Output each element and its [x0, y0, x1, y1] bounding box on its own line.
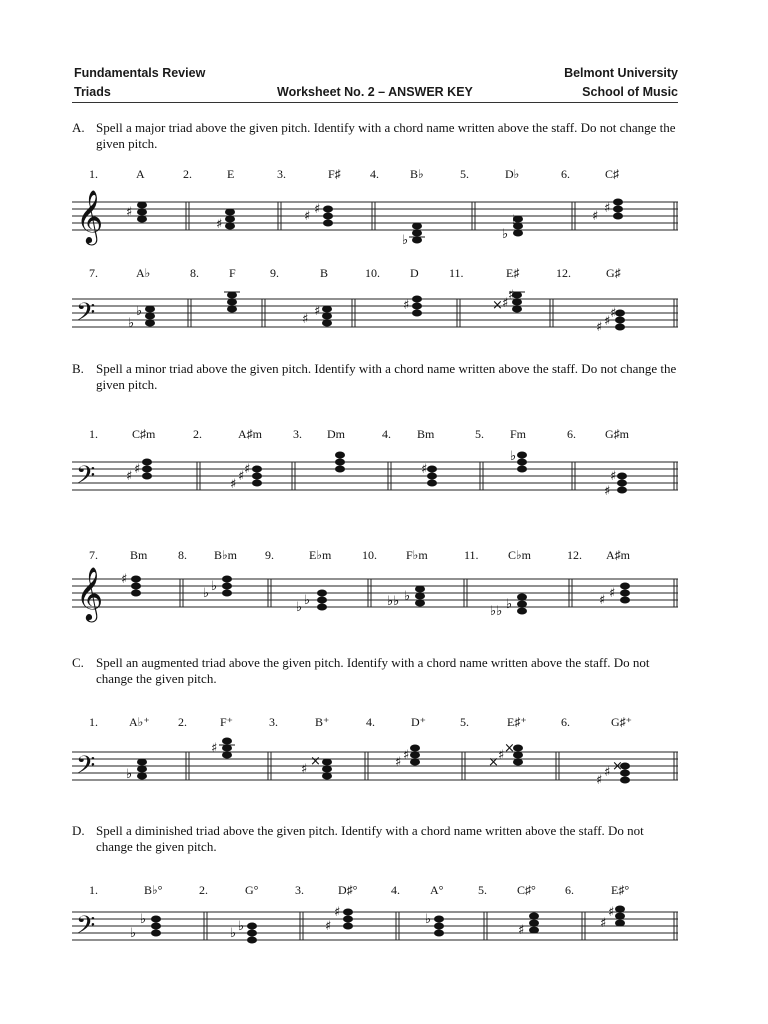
chord-name-label: F	[229, 266, 236, 280]
chord-name-label: E♭m	[309, 548, 332, 562]
exercise-number: 11.	[449, 266, 464, 280]
worksheet-title: Worksheet No. 2 – ANSWER KEY	[277, 85, 473, 99]
exercise-number: 6.	[565, 883, 574, 897]
exercise-number: 5.	[478, 883, 487, 897]
svg-text:♯: ♯	[126, 205, 133, 220]
svg-text:♭: ♭	[126, 767, 133, 782]
svg-text:×: ×	[504, 741, 515, 756]
chord-name-label: Bm	[130, 548, 148, 562]
chord-name-label: B♭°	[144, 883, 163, 897]
svg-text:♯: ♯	[596, 773, 603, 788]
chord-name-label: C♯°	[517, 883, 536, 897]
bass-clef-icon: 𝄢	[76, 298, 96, 333]
section-b-text: Spell a minor triad above the given pitch. Identify with a chord name written above the staff. Do not change the given pitch.	[96, 361, 677, 392]
svg-text:♯: ♯	[610, 469, 617, 484]
chord-name-label: F⁺	[220, 715, 234, 729]
section-b-instruction	[72, 361, 678, 393]
svg-text:♯: ♯	[609, 586, 616, 601]
svg-text:♭: ♭	[404, 589, 411, 604]
exercise-number: 6.	[561, 715, 570, 729]
chord-name-label: A	[136, 167, 145, 181]
chord-name-label: E♯	[506, 266, 520, 280]
bass-staff	[72, 732, 678, 794]
exercise-number: 12.	[556, 266, 571, 280]
exercise-number: 9.	[270, 266, 279, 280]
chord-name-label: G♯m	[605, 427, 629, 441]
svg-text:♭: ♭	[506, 597, 513, 612]
exercise-number: 5.	[460, 715, 469, 729]
svg-text:♯: ♯	[134, 462, 141, 477]
svg-text:♭: ♭	[304, 593, 311, 608]
topic-title: Triads	[74, 85, 111, 99]
svg-text:♭: ♭	[502, 227, 509, 242]
svg-text:♯: ♯	[604, 484, 611, 499]
svg-text:×: ×	[492, 298, 503, 313]
section-c-instruction	[72, 655, 678, 687]
chord-name-label: Bm	[417, 427, 435, 441]
chord-name-label: D♯°	[338, 883, 358, 897]
chord-name-label: F♭m	[406, 548, 428, 562]
exercise-number: 9.	[265, 548, 274, 562]
svg-text:♯: ♯	[600, 916, 607, 931]
section-d-letter: D.	[72, 823, 85, 838]
exercise-number: 5.	[460, 167, 469, 181]
svg-text:♭: ♭	[211, 579, 218, 594]
svg-text:♯: ♯	[604, 765, 611, 780]
svg-text:♯: ♯	[604, 314, 611, 329]
svg-text:♯: ♯	[518, 923, 525, 938]
svg-text:♯: ♯	[596, 320, 603, 335]
exercise-number: 1.	[89, 883, 98, 897]
section-d-text: Spell a diminished triad above the given pitch. Identify with a chord name written above the staff. Do not change the given pitch.	[96, 823, 644, 854]
svg-text:♯: ♯	[502, 296, 509, 311]
svg-text:♭: ♭	[510, 449, 517, 464]
chord-name-label: E♯⁺	[507, 715, 527, 729]
chord-name-label: A°	[430, 883, 444, 897]
svg-text:♭: ♭	[296, 600, 303, 615]
svg-text:♯: ♯	[325, 919, 332, 934]
exercise-number: 3.	[293, 427, 302, 441]
exercise-number: 12.	[567, 548, 582, 562]
svg-text:♭: ♭	[130, 926, 137, 941]
course-title: Fundamentals Review	[74, 66, 206, 80]
chord-name-label: D♭	[505, 167, 520, 181]
svg-text:♭: ♭	[402, 233, 409, 248]
svg-text:♯: ♯	[608, 905, 615, 920]
chord-name-label: A♯m	[238, 427, 262, 441]
chord-name-label: G°	[245, 883, 259, 897]
chord-name-label: Fm	[510, 427, 527, 441]
chord-name-label: A♯m	[606, 548, 630, 562]
section-b-letter: B.	[72, 361, 84, 376]
header-divider	[72, 102, 678, 103]
treble-clef-icon: 𝄞	[76, 189, 104, 243]
svg-text:♯: ♯	[238, 469, 245, 484]
exercise-number: 2.	[178, 715, 187, 729]
exercise-number: 1.	[89, 167, 98, 181]
exercise-number: 10.	[365, 266, 380, 280]
svg-text:♯: ♯	[126, 469, 133, 484]
chord-name-label: G♯⁺	[611, 715, 632, 729]
svg-text:♯: ♯	[610, 306, 617, 321]
section-c-letter: C.	[72, 655, 84, 670]
exercise-number: 8.	[178, 548, 187, 562]
chord-name-label: G♯	[606, 266, 621, 280]
svg-text:♯: ♯	[592, 209, 599, 224]
svg-text:♯: ♯	[301, 762, 308, 777]
svg-text:♭: ♭	[238, 919, 245, 934]
exercise-number: 7.	[89, 548, 98, 562]
svg-text:♯: ♯	[230, 477, 237, 492]
chord-name-label: C♯m	[132, 427, 156, 441]
svg-text:♯: ♯	[403, 298, 410, 313]
chord-name-label: D⁺	[411, 715, 426, 729]
exercise-number: 4.	[366, 715, 375, 729]
bass-clef-icon: 𝄢	[76, 911, 96, 946]
exercise-number: 5.	[475, 427, 484, 441]
svg-text:♭♭: ♭♭	[387, 594, 400, 609]
exercise-number: 3.	[277, 167, 286, 181]
svg-text:♯: ♯	[211, 741, 218, 756]
chord-name-label: Dm	[327, 427, 345, 441]
university-name: Belmont University	[564, 66, 678, 80]
exercise-number: 1.	[89, 427, 98, 441]
chord-name-label: A♭	[136, 266, 151, 280]
svg-text:♯: ♯	[604, 201, 611, 216]
svg-text:♯: ♯	[508, 288, 515, 303]
svg-text:♭: ♭	[203, 586, 210, 601]
exercise-number: 3.	[269, 715, 278, 729]
chord-name-label: B♭m	[214, 548, 237, 562]
exercise-number: 11.	[464, 548, 479, 562]
exercise-number: 4.	[370, 167, 379, 181]
chord-name-label: B♭	[410, 167, 424, 181]
chord-name-label: E	[227, 167, 235, 181]
bass-clef-icon: 𝄢	[76, 461, 96, 496]
svg-text:♯: ♯	[216, 217, 223, 232]
treble-clef-icon: 𝄞	[76, 566, 104, 620]
svg-text:♭♭: ♭♭	[490, 604, 503, 619]
bass-staff	[72, 285, 678, 347]
chord-name-label: F♯	[328, 167, 341, 181]
exercise-number: 3.	[295, 883, 304, 897]
exercise-number: 8.	[190, 266, 199, 280]
svg-text:♯: ♯	[395, 755, 402, 770]
svg-text:♯: ♯	[304, 209, 311, 224]
bass-staff	[72, 444, 678, 502]
exercise-number: 7.	[89, 266, 98, 280]
svg-text:♯: ♯	[421, 462, 428, 477]
treble-staff	[72, 565, 678, 627]
svg-text:♭: ♭	[230, 926, 237, 941]
exercise-number: 4.	[382, 427, 391, 441]
section-a-instruction	[72, 120, 678, 152]
svg-text:♯: ♯	[403, 748, 410, 763]
svg-text:♯: ♯	[314, 304, 321, 319]
svg-text:♭: ♭	[128, 316, 135, 331]
svg-text:♯: ♯	[302, 312, 309, 327]
svg-text:♭: ♭	[512, 213, 519, 228]
svg-text:♭: ♭	[136, 304, 143, 319]
chord-name-label: B⁺	[315, 715, 330, 729]
svg-text:♯: ♯	[121, 572, 128, 587]
chord-name-label: D	[410, 266, 419, 280]
exercise-number: 6.	[567, 427, 576, 441]
svg-text:♯: ♯	[599, 593, 606, 608]
section-c-text: Spell an augmented triad above the given pitch. Identify with a chord name written above the staff. Do not change the given pitch.	[96, 655, 650, 686]
exercise-number: 2.	[199, 883, 208, 897]
svg-text:×: ×	[310, 754, 321, 769]
chord-name-label: C♯	[605, 167, 620, 181]
exercise-number: 2.	[193, 427, 202, 441]
svg-text:♯: ♯	[498, 748, 505, 763]
chord-name-label: B	[320, 266, 329, 280]
svg-text:×: ×	[612, 759, 623, 774]
chord-name-label: E♯°	[611, 883, 630, 897]
chord-name-label: C♭m	[508, 548, 531, 562]
treble-staff	[72, 182, 678, 252]
svg-text:♯: ♯	[334, 905, 341, 920]
section-a-text: Spell a major triad above the given pitch. Identify with a chord name written above the staff. Do not change the given pitch.	[96, 120, 676, 151]
exercise-number: 10.	[362, 548, 377, 562]
svg-text:♭: ♭	[425, 912, 432, 927]
bass-clef-icon: 𝄢	[76, 751, 96, 786]
svg-text:♯: ♯	[314, 202, 321, 217]
school-name: School of Music	[582, 85, 678, 99]
svg-text:×: ×	[488, 755, 499, 770]
exercise-number: 2.	[183, 167, 192, 181]
exercise-number: 6.	[561, 167, 570, 181]
bass-staff	[72, 900, 678, 946]
exercise-number: 4.	[391, 883, 400, 897]
svg-text:♭: ♭	[140, 912, 147, 927]
section-d-instruction	[72, 823, 678, 855]
section-a-letter: A.	[72, 120, 85, 135]
chord-name-label: A♭⁺	[129, 715, 150, 729]
exercise-number: 1.	[89, 715, 98, 729]
svg-text:♯: ♯	[244, 462, 251, 477]
